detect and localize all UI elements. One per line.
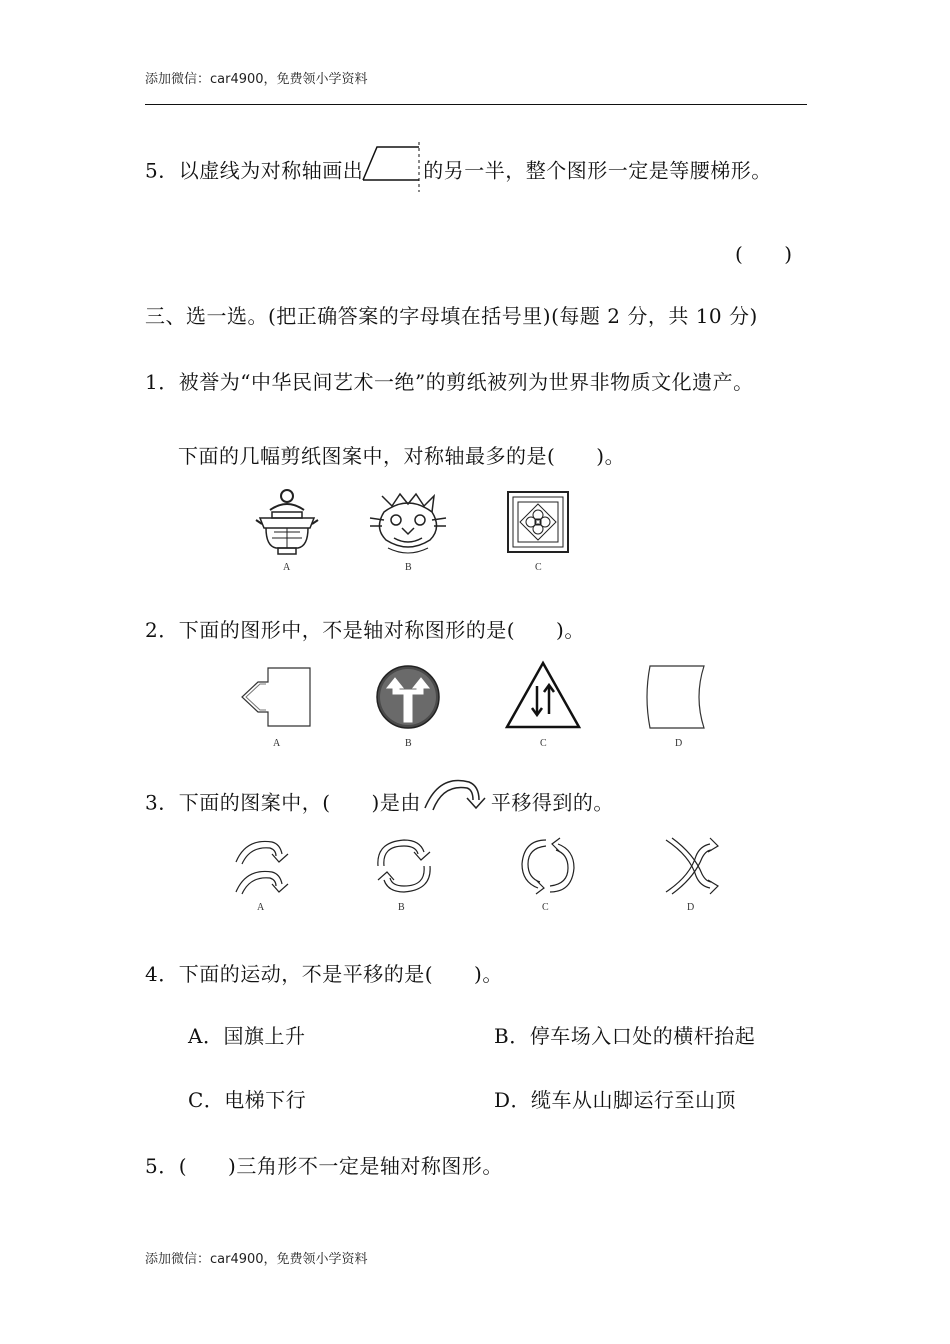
q4-option-c[interactable]: C．电梯下行 [188,1088,307,1112]
paper-cut-vase-icon [252,488,322,558]
answer-bracket[interactable]: ( ) [735,242,793,266]
judge-q5-pre: 5．以虚线为对称轴画出 [145,158,364,183]
q1-label-c: C [535,562,542,573]
q2-label-b: B [405,738,412,749]
two-way-traffic-sign-icon [504,660,582,730]
page-footer: 添加微信：car4900，免费领小学资料 [145,1252,368,1267]
q4-option-d[interactable]: D．缆车从山脚运行至山顶 [494,1088,737,1112]
q1-line2: 下面的几幅剪纸图案中，对称轴最多的是( )。 [178,444,626,468]
q3-text [145,784,614,824]
q2-text: 2．下面的图形中，不是轴对称图形的是( )。 [145,618,585,642]
q2-label-c: C [540,738,547,749]
q1-line1: 1．被誉为“中华民间艺术一绝”的剪纸被列为世界非物质文化遗产。 [145,370,754,394]
arrow-pattern-a-icon [232,836,296,896]
q1-label-b: B [405,562,412,573]
header-rule [145,104,807,105]
q3-label-b: B [398,902,405,913]
section-title: 三、选一选。(把正确答案的字母填在括号里)(每题 2 分，共 10 分) [145,304,758,328]
q5-text: 5．( )三角形不一定是轴对称图形。 [145,1154,503,1178]
q3-label-d: D [687,902,695,913]
q2-label-d: D [675,738,683,749]
paper-cut-square-pattern-icon [506,490,570,554]
q4-option-b[interactable]: B．停车场入口处的横杆抬起 [494,1024,756,1048]
half-trapezoid-figure [363,150,423,194]
paper-cut-tiger-face-icon [368,488,448,558]
q2-label-a: A [273,738,281,749]
arrow-pattern-b-icon [372,836,436,896]
turn-sign-icon [375,664,441,730]
q3-label-c: C [542,902,549,913]
q1-label-a: A [283,562,291,573]
arrow-pentagon-shape-icon [240,666,314,728]
curved-shape-icon [646,662,710,732]
q4-option-a[interactable]: A．国旗上升 [188,1024,306,1048]
q4-text: 4．下面的运动，不是平移的是( )。 [145,962,503,986]
arrow-pattern-c-icon [516,836,580,896]
curved-arrow-icon [421,784,491,824]
q3-post: 平移得到的。 [490,790,614,815]
judge-q5-post: 的另一半，整个图形一定是等腰梯形。 [423,158,772,183]
arrow-pattern-d-icon [660,836,724,896]
page-header: 添加微信：car4900，免费领小学资料 [145,72,368,87]
judge-question-5 [145,150,772,194]
q3-pre: 3．下面的图案中，( )是由 [145,790,421,815]
q3-label-a: A [257,902,265,913]
